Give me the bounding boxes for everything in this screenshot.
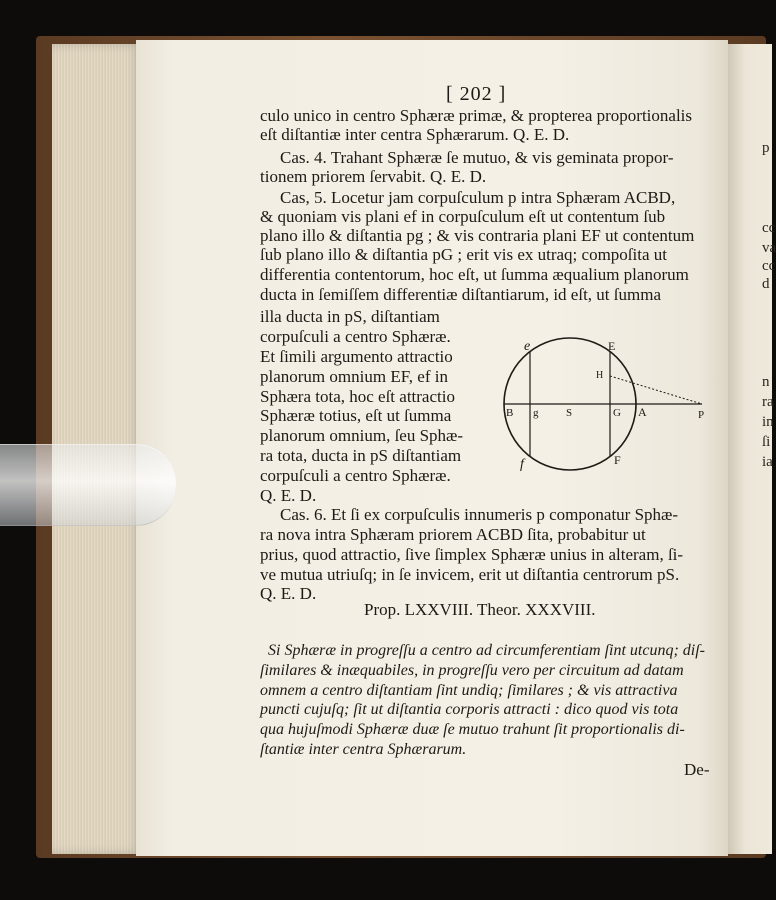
- text-line: tionem priorem ſervabit. Q. E. D.: [260, 167, 487, 186]
- proposition-title: Prop. LXXVIII. Theor. XXXVIII.: [364, 600, 596, 619]
- text-line: ſub plano illo & diſtantia pG ; erit vis ex utraq; compoſita ut: [260, 245, 667, 264]
- label-A: A: [638, 405, 647, 419]
- facing-page-fragment: n: [762, 374, 770, 390]
- text-line: corpuſculi a centro Sphæræ.: [260, 327, 451, 346]
- facing-page-fragment: cc: [762, 220, 776, 236]
- page-number: [ 202 ]: [446, 83, 507, 105]
- text-line: ducta in ſemiſſem differentiæ diſtantiarum, id eſt, ut ſumma: [260, 285, 661, 304]
- text-line: corpuſculi a centro Sphæræ.: [260, 466, 451, 485]
- label-P: P: [698, 409, 705, 421]
- label-G: G: [613, 407, 621, 419]
- text-line: & quoniam vis plani ef in corpuſculum eſt ut contentum ſub: [260, 207, 666, 226]
- sphere-diagram: [490, 330, 720, 480]
- proposition-line: qua hujuſmodi Sphæræ duæ ſe mutuo trahunt ſit proportionalis di-: [260, 721, 685, 738]
- text-line: illa ducta in pS, diſtantiam: [260, 307, 440, 326]
- text-line: Et ſimili argumento attractio: [260, 347, 453, 366]
- facing-page-fragment: ſi: [762, 434, 771, 450]
- text-line: eſt diſtantiæ inter centra Sphærarum. Q. E. D.: [260, 125, 570, 144]
- label-F: F: [614, 453, 621, 467]
- text-line: ra tota, ducta in pS diſtantiam: [260, 446, 462, 465]
- facing-page-fragment: ia: [762, 454, 773, 470]
- label-S: S: [566, 407, 573, 419]
- text-line: culo unico in centro Sphæræ primæ, & propterea proportionalis: [260, 106, 693, 125]
- label-H: H: [596, 370, 604, 381]
- text-line: Cas. 6. Et ſi ex corpuſculis innumeris p componatur Sphæ-: [280, 505, 679, 524]
- proposition-line: Si Sphæræ in progreſſu a centro ad circumferentiam ſint utcunq; diſ-: [268, 642, 705, 659]
- facing-page-fragment: p: [762, 140, 770, 156]
- text-line: Cas, 5. Locetur jam corpuſculum p intra Sphæram ACBD,: [280, 188, 676, 207]
- text-line: Cas. 4. Trahant Sphæræ ſe mutuo, & vis geminata propor-: [280, 148, 674, 167]
- label-B: B: [506, 407, 514, 419]
- facing-page-fragment: cc: [762, 258, 776, 274]
- text-line: plano illo & diſtantia pg ; & vis contraria plani EF ut contentum: [260, 226, 695, 245]
- text-line: Q. E. D.: [260, 584, 317, 603]
- catchword: De-: [684, 760, 710, 779]
- text-line: ve mutua utriuſq; in ſe invicem, erit ut diſtantia centrorum pS.: [260, 565, 680, 584]
- text-line: Sphæræ totius, eſt ut ſumma: [260, 406, 452, 425]
- proposition-line: ſtantiæ inter centra Sphærarum.: [260, 741, 467, 758]
- facing-page-fragment: in: [762, 414, 774, 430]
- text-line: differentia contentorum, hoc eſt, ut ſumma æqualium planorum: [260, 265, 689, 284]
- proposition-line: puncti cujuſq; ſit ut diſtantia corporis attracti : dico quod vis tota: [260, 701, 679, 718]
- text-line: planorum omnium, ſeu Sphæ-: [260, 426, 464, 445]
- text-line: Q. E. D.: [260, 486, 317, 505]
- text-line: ra nova intra Sphæram priorem ACBD ſita, probabitur ut: [260, 525, 646, 544]
- facing-page: [728, 44, 776, 854]
- label-f: f: [520, 457, 524, 472]
- label-e: e: [524, 339, 531, 354]
- facing-page-fragment: ra: [762, 394, 774, 410]
- label-E: E: [608, 339, 616, 353]
- text-line: planorum omnium EF, ef in: [260, 367, 448, 386]
- label-g: g: [533, 407, 539, 419]
- text-line: prius, quod attractio, ſive ſimplex Sphæræ unius in alteram, ſi-: [260, 545, 684, 564]
- facing-page-fragment: d: [762, 276, 770, 292]
- proposition-line: omnem a centro diſtantiam ſint undiq; ſimilares ; & vis attractiva: [260, 682, 678, 699]
- page-holder-clip: [0, 444, 176, 526]
- proposition-line: ſimilares & inæquabiles, in progreſſu vero per circuitum ad datam: [260, 662, 684, 679]
- facing-page-fragment: va: [762, 240, 776, 256]
- H-to-P-dotted: [610, 376, 702, 404]
- text-line: Sphæra tota, hoc eſt attractio: [260, 387, 455, 406]
